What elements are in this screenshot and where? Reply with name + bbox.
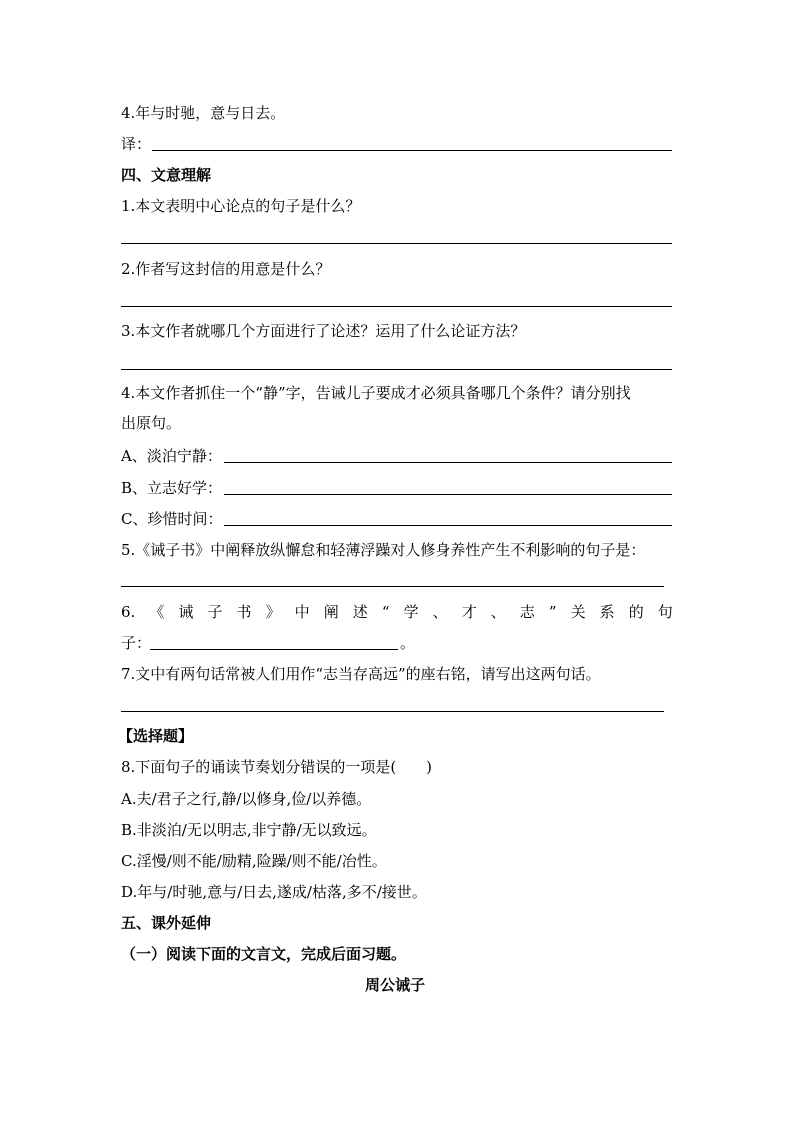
q6-char: 中: [294, 603, 310, 621]
q6-char: 子: [207, 603, 223, 621]
question-4-option-c: C、珍惜时间：: [121, 510, 223, 528]
answer-line-4c[interactable]: [224, 525, 672, 526]
question-8-option-d: D.年与/时驰,意与/日去,遂成/枯落,多不/接世。: [121, 883, 427, 901]
q6-char: 学: [403, 603, 419, 621]
question-3: 3.本文作者就哪几个方面进行了论述？运用了什么论证方法？: [121, 322, 526, 340]
question-6-line-2-prefix: 子：: [121, 634, 152, 652]
question-2: 2.作者写这封信的用意是什么？: [121, 260, 331, 278]
q6-char: 书: [236, 603, 252, 621]
question-4-option-a: A、淡泊宁静：: [121, 447, 222, 465]
answer-line-4a[interactable]: [224, 462, 672, 463]
question-8-option-c: C.淫慢/则不能/励精,险躁/则不能/冶性。: [121, 852, 387, 870]
answer-line-q5[interactable]: [121, 586, 664, 587]
q6-char: 系: [599, 603, 615, 621]
question-4-line-2: 出原句。: [121, 414, 182, 432]
article-title: 周公诫子: [365, 976, 426, 994]
q6-char: 阐: [323, 603, 339, 621]
answer-line-q1[interactable]: [121, 243, 672, 244]
question-5: 5.《诫子书》中阐释放纵懈怠和轻薄浮躁对人修身养性产生不利影响的句子是：: [121, 541, 646, 559]
question-8: 8.下面句子的诵读节奏划分错误的一项是( ): [121, 758, 433, 776]
answer-line-q7[interactable]: [121, 711, 664, 712]
q6-char: 6.: [121, 603, 136, 621]
q6-char: 述: [352, 603, 368, 621]
q6-char: 》: [265, 603, 281, 621]
section-4-heading: 四、文意理解: [121, 166, 212, 184]
answer-line-q6[interactable]: [150, 649, 398, 650]
q6-char: 才: [461, 603, 477, 621]
answer-line-q2[interactable]: [121, 306, 672, 307]
question-8-option-b: B.非淡泊/无以明志,非宁静/无以致远。: [121, 821, 377, 839]
q6-char: 关: [570, 603, 586, 621]
question-7: 7.文中有两句话常被人们用作“志当存高远”的座右铭，请写出这两句话。: [121, 665, 601, 683]
section-5-heading: 五、课外延伸: [121, 914, 212, 932]
translation-label: 译：: [121, 135, 152, 153]
translation-item-4: 4.年与时驰，意与日去。: [121, 104, 286, 122]
q6-char: 句: [657, 603, 673, 621]
q6-char: ”: [548, 603, 557, 621]
question-6-line-2-suffix: 。: [400, 634, 416, 652]
question-1: 1.本文表明中心论点的句子是什么？: [121, 197, 361, 215]
q6-char: “: [381, 603, 390, 621]
question-4-line-1: 4.本文作者抓住一个“静”字，告诫儿子要成才必须具备哪几个条件？请分别找: [121, 384, 631, 402]
q6-char: 志: [519, 603, 535, 621]
question-6-line-1: [121, 602, 673, 622]
answer-line-translation[interactable]: [152, 150, 672, 151]
q6-char: 的: [628, 603, 644, 621]
question-8-option-a: A.夫/君子之行,静/以修身,俭/以养德。: [121, 790, 372, 808]
q6-char: 、: [490, 603, 506, 621]
q6-char: 《: [149, 603, 165, 621]
q6-char: 诫: [178, 603, 194, 621]
q6-char: 、: [432, 603, 448, 621]
multiple-choice-heading: 【选择题】: [118, 727, 194, 745]
answer-line-4b[interactable]: [224, 494, 672, 495]
question-4-option-b: B、立志好学：: [121, 479, 223, 497]
answer-line-q3[interactable]: [121, 369, 672, 370]
subsection-1-heading: （一）阅读下面的文言文，完成后面习题。: [121, 945, 407, 963]
